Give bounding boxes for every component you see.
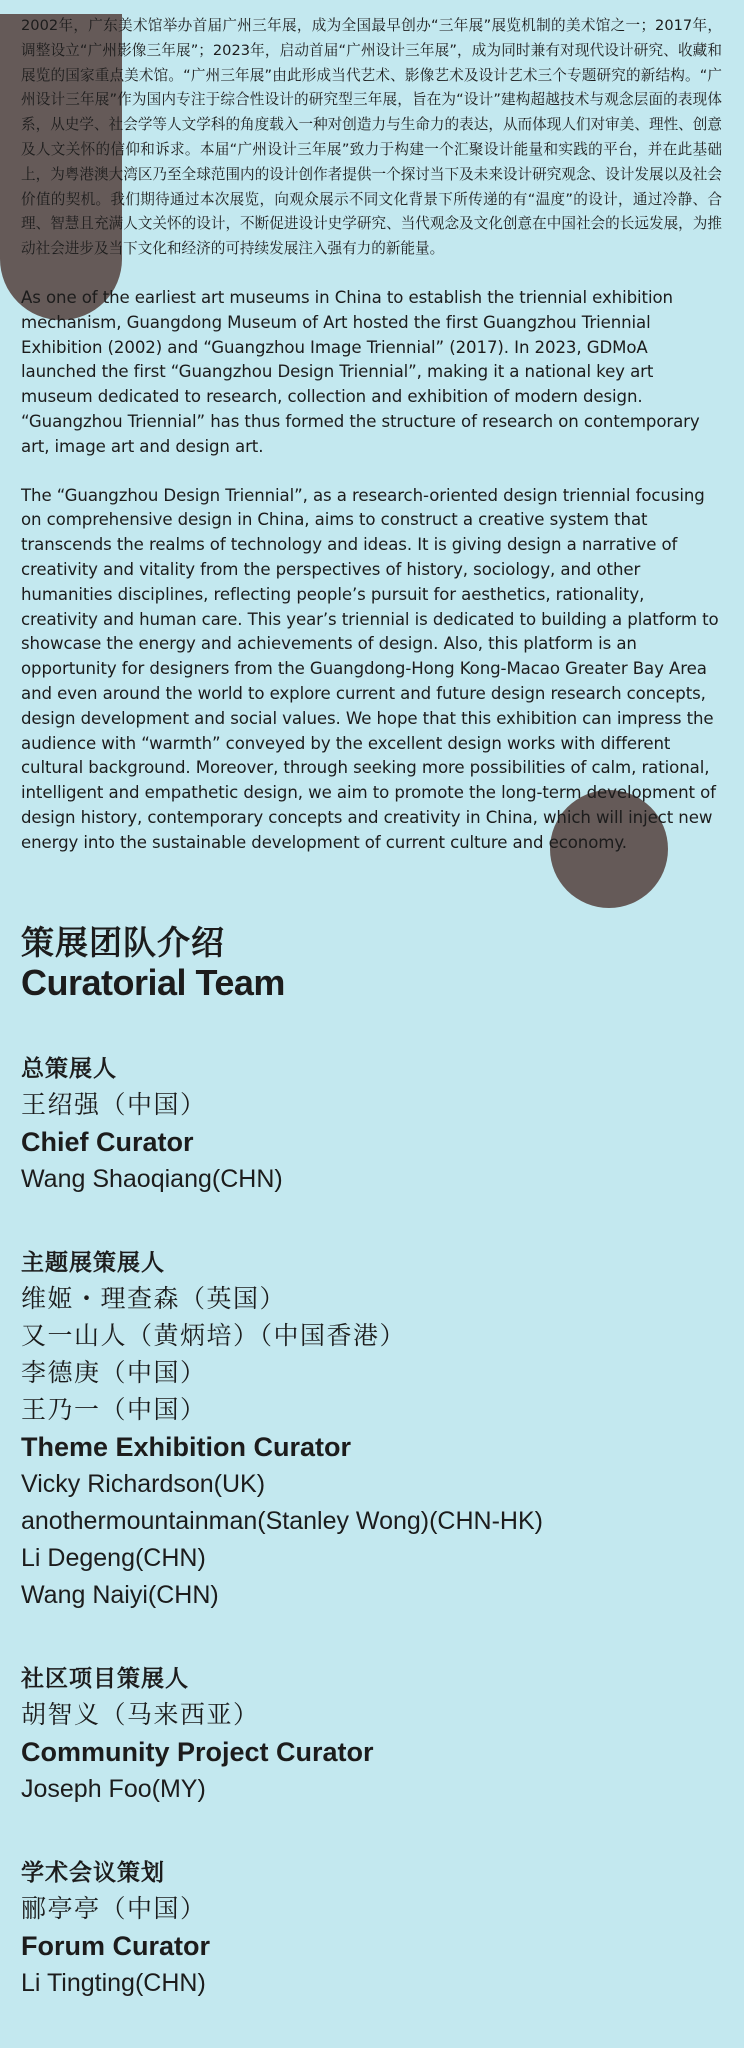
forum-curator-section xyxy=(21,1854,722,2002)
curator-name-english: Wang Naiyi(CHN) xyxy=(21,1580,219,1609)
curator-name-chinese: 郦亭亭（中国） xyxy=(21,1894,207,1923)
team-title-chinese: 策展团队介绍 xyxy=(21,923,225,961)
curatorial-team-heading xyxy=(21,924,722,1004)
intro-paragraph-english-1: As one of the earliest art museums in China to establish the triennial exhibition mechanism, Guangdong Museum of Art hosted the first Guangzhou Triennial Exhibition (2002) and “Guangzhou Image Triennial” (2017). In 2023, GDMoA launched the first “Guangzhou Design Triennial”, making it a national key art museum dedicated to research, collection and exhibition of modern design. “Guangzhou Triennial” has thus formed the structure of research on contemporary art, image art and design art. xyxy=(21,287,700,456)
role-title-chinese: 学术会议策划 xyxy=(21,1858,165,1885)
curator-name-chinese: 李德庚（中国） xyxy=(21,1358,207,1387)
role-title-chinese: 主题展策展人 xyxy=(21,1248,165,1275)
role-title-english: Theme Exhibition Curator xyxy=(21,1431,352,1462)
curator-name-english: Vicky Richardson(UK) xyxy=(21,1469,266,1498)
role-title-chinese: 总策展人 xyxy=(21,1054,117,1081)
curator-name-chinese: 又一山人（黄炳培）（中国香港） xyxy=(21,1321,407,1350)
community-project-curator-section xyxy=(21,1660,722,1808)
curator-name-english: Wang Shaoqiang(CHN) xyxy=(21,1164,283,1193)
role-title-english: Community Project Curator xyxy=(21,1736,374,1767)
intro-paragraph-english-2: The “Guangzhou Design Triennial”, as a research-oriented design triennial focusing on comprehensive design in China, aims to construct a creative system that transcends the realms of technology and ideas. It is giving design a narrative of creativity and vitality from the perspectives of history, sociology, and other humanities disciplines, reflecting people’s pursuit for aesthetics, rationality, creativity and human care. This year’s triennial is dedicated to building a platform to showcase the energy and achievements of design. Also, this platform is an opportunity for designers from the Guangdong-Hong Kong-Macao Greater Bay Area and even around the world to explore current and future design research concepts, design development and social values. We hope that this exhibition can impress the audience with “warmth” conveyed by the excellent design works with different cultural background. Moreover, through seeking more possibilities of calm, rational, intelligent and empathetic design, we aim to promote the long-term development of design history, contemporary concepts and creativity in China, which will inject new energy into the sustainable development of current culture and economy. xyxy=(21,485,719,852)
chief-curator-section xyxy=(21,1050,722,1198)
intro-paragraph-chinese: 2002年，广东美术馆举办首届广州三年展，成为全国最早创办“三年展”展览机制的美术馆之一；2017年，调整设立“广州影像三年展”；2023年，启动首届“广州设计三年展”，成为同时兼有对现代设计研究、收藏和展览的国家重点美术馆。“广州三年展”由此形成当代艺术、影像艺术及设计艺术三个专题研究的新结构。“广州设计三年展”作为国内专注于综合性设计的研究型三年展，旨在为“设计”建构超越技术与观念层面的表现体系，从史学、社会学等人文学科的角度载入一种对创造力与生命力的表达，从而体现人们对审美、理性、创意及人文关怀的信仰和诉求。本届“广州设计三年展”致力于构建一个汇聚设计能量和实践的平台，并在此基础上，为粤港澳大湾区乃至全球范围内的设计创作者提供一个探讨当下及未来设计研究观念、设计发展以及社会价值的契机。我们期待通过本次展览，向观众展示不同文化背景下所传递的有“温度”的设计，通过冷静、合理、智慧且充满人文关怀的设计，不断促进设计史学研究、当代观念及文化创意在中国社会的长远发展，为推动社会进步及当下文化和经济的可持续发展注入强有力的新能量。 xyxy=(21,17,722,258)
curator-name-english: anothermountainman(Stanley Wong)(CHN-HK) xyxy=(21,1506,543,1535)
curator-name-chinese: 王绍强（中国） xyxy=(21,1090,207,1119)
team-title-english: Curatorial Team xyxy=(21,961,285,1003)
curator-name-chinese: 维姬・理查森（英国） xyxy=(21,1284,287,1313)
role-title-chinese: 社区项目策展人 xyxy=(21,1664,189,1691)
curator-name-chinese: 胡智义（马来西亚） xyxy=(21,1700,260,1729)
role-title-english: Chief Curator xyxy=(21,1126,194,1157)
theme-exhibition-curator-section xyxy=(21,1244,722,1614)
curator-name-english: Joseph Foo(MY) xyxy=(21,1774,206,1803)
curator-name-english: Li Degeng(CHN) xyxy=(21,1543,206,1572)
role-title-english: Forum Curator xyxy=(21,1930,210,1961)
curator-name-english: Li Tingting(CHN) xyxy=(21,1968,206,1997)
curator-name-chinese: 王乃一（中国） xyxy=(21,1395,207,1424)
